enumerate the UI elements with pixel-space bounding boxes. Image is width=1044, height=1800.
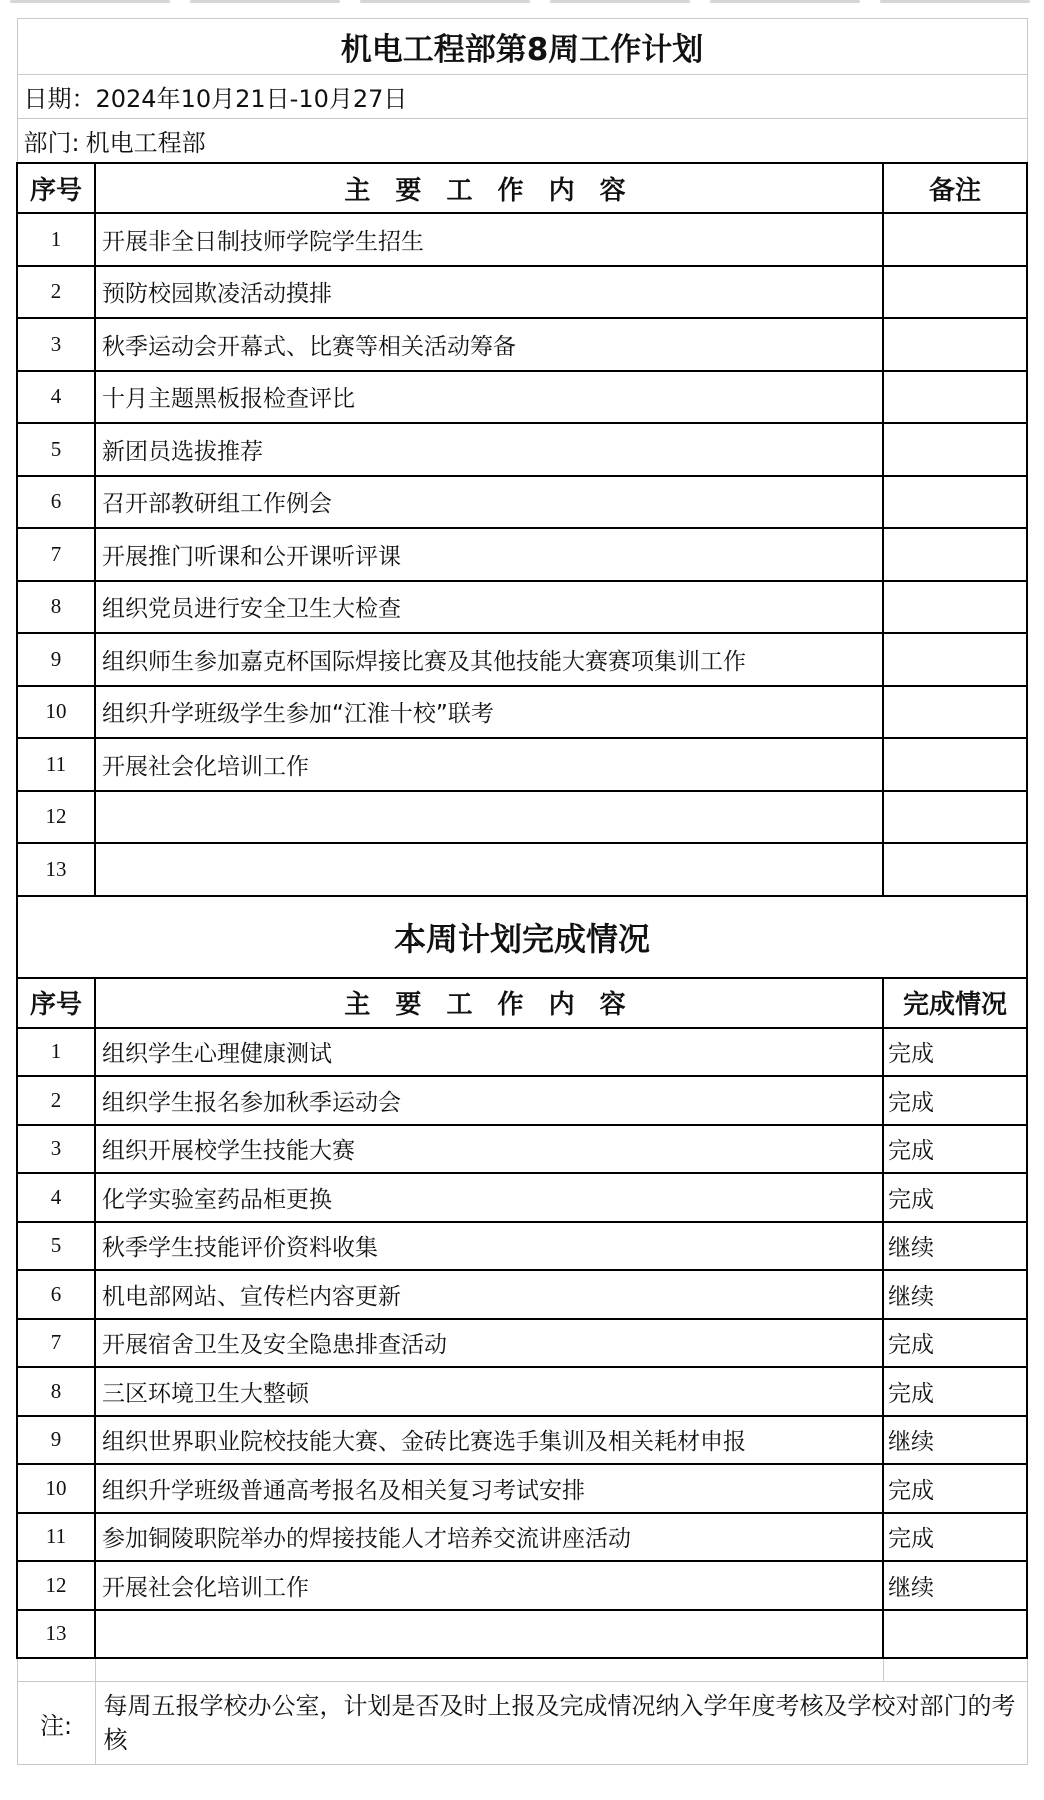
plan-row-content: 预防校园欺凌活动摸排 [95, 266, 883, 319]
plan-row-content: 召开部教研组工作例会 [95, 476, 883, 529]
plan-row-no: 3 [17, 318, 95, 371]
completion-row-content: 组织升学班级普通高考报名及相关复习考试安排 [95, 1464, 883, 1513]
plan-row-no: 12 [17, 791, 95, 844]
note-label: 注: [17, 1682, 95, 1765]
completion-row-status [883, 1610, 1027, 1659]
plan-row [17, 686, 1027, 739]
completion-row-status: 完成 [883, 1513, 1027, 1562]
plan-row-no: 9 [17, 633, 95, 686]
completion-row-status: 完成 [883, 1367, 1027, 1416]
completion-header-status: 完成情况 [883, 978, 1027, 1028]
completion-row-status: 完成 [883, 1076, 1027, 1125]
completion-row-no: 8 [17, 1367, 95, 1416]
plan-row [17, 371, 1027, 424]
plan-row [17, 476, 1027, 529]
completion-row-no: 3 [17, 1125, 95, 1174]
completion-row-content: 组织开展校学生技能大赛 [95, 1125, 883, 1174]
plan-row [17, 266, 1027, 319]
plan-row-no: 2 [17, 266, 95, 319]
completion-row-content: 秋季学生技能评价资料收集 [95, 1222, 883, 1271]
completion-row-status: 完成 [883, 1125, 1027, 1174]
plan-row-remark [883, 318, 1027, 371]
plan-row-no: 10 [17, 686, 95, 739]
plan-row-remark [883, 581, 1027, 634]
completion-row [17, 1367, 1027, 1416]
completion-row-status: 继续 [883, 1270, 1027, 1319]
completion-row-status: 继续 [883, 1222, 1027, 1271]
completion-row-content: 机电部网站、宣传栏内容更新 [95, 1270, 883, 1319]
note-text: 每周五报学校办公室，计划是否及时上报及完成情况纳入学年度考核及学校对部门的考核 [95, 1682, 1027, 1765]
plan-row [17, 633, 1027, 686]
completion-row-no: 5 [17, 1222, 95, 1271]
plan-row-content [95, 791, 883, 844]
plan-row-content: 十月主题黑板报检查评比 [95, 371, 883, 424]
plan-row-no: 6 [17, 476, 95, 529]
plan-row-remark [883, 528, 1027, 581]
plan-row-remark [883, 738, 1027, 791]
plan-header-content: 主 要 工 作 内 容 [95, 163, 883, 213]
completion-section-title: 本周计划完成情况 [17, 896, 1027, 978]
plan-row-remark [883, 633, 1027, 686]
completion-row [17, 1173, 1027, 1222]
department-value: 机电工程部 [85, 129, 206, 157]
completion-row-content: 开展社会化培训工作 [95, 1561, 883, 1610]
plan-row-no: 13 [17, 843, 95, 896]
page-title: 机电工程部第8周工作计划 [17, 19, 1027, 75]
plan-row-remark [883, 686, 1027, 739]
completion-row-content: 开展宿舍卫生及安全隐患排查活动 [95, 1319, 883, 1368]
completion-row [17, 1464, 1027, 1513]
completion-row-content: 组织学生心理健康测试 [95, 1028, 883, 1077]
completion-row [17, 1270, 1027, 1319]
completion-row-status: 继续 [883, 1561, 1027, 1610]
completion-header-no: 序号 [17, 978, 95, 1028]
completion-row [17, 1076, 1027, 1125]
plan-row-content: 开展推门听课和公开课听评课 [95, 528, 883, 581]
date-row [17, 75, 1027, 119]
plan-row-remark [883, 213, 1027, 266]
plan-row [17, 738, 1027, 791]
completion-row-status: 完成 [883, 1028, 1027, 1077]
top-edge-decoration [0, 0, 1044, 6]
completion-row-no: 11 [17, 1513, 95, 1562]
plan-row-remark [883, 266, 1027, 319]
work-plan-sheet [16, 18, 1028, 1765]
completion-row [17, 1028, 1027, 1077]
plan-header-no: 序号 [17, 163, 95, 213]
plan-row [17, 843, 1027, 896]
completion-row-status: 完成 [883, 1464, 1027, 1513]
completion-row-no: 12 [17, 1561, 95, 1610]
plan-row [17, 581, 1027, 634]
plan-row [17, 528, 1027, 581]
plan-row-content: 开展非全日制技师学院学生招生 [95, 213, 883, 266]
plan-row-remark [883, 371, 1027, 424]
completion-row [17, 1610, 1027, 1659]
completion-header-content: 主 要 工 作 内 容 [95, 978, 883, 1028]
completion-row-status: 完成 [883, 1319, 1027, 1368]
plan-row-content [95, 843, 883, 896]
plan-row-no: 7 [17, 528, 95, 581]
plan-row-remark [883, 476, 1027, 529]
plan-row-remark [883, 423, 1027, 476]
plan-row-no: 5 [17, 423, 95, 476]
plan-row-no: 1 [17, 213, 95, 266]
completion-row-status: 完成 [883, 1173, 1027, 1222]
completion-row-no: 13 [17, 1610, 95, 1659]
completion-row-content: 化学实验室药品柜更换 [95, 1173, 883, 1222]
plan-row [17, 791, 1027, 844]
completion-row-content [95, 1610, 883, 1659]
completion-row-no: 1 [17, 1028, 95, 1077]
plan-row [17, 318, 1027, 371]
completion-row [17, 1561, 1027, 1610]
completion-row-status: 继续 [883, 1416, 1027, 1465]
plan-row-no: 4 [17, 371, 95, 424]
completion-row [17, 1319, 1027, 1368]
completion-row [17, 1222, 1027, 1271]
plan-row-content: 秋季运动会开幕式、比赛等相关活动筹备 [95, 318, 883, 371]
spacer-row [17, 1658, 1027, 1682]
plan-row-no: 11 [17, 738, 95, 791]
completion-row-no: 10 [17, 1464, 95, 1513]
completion-row-content: 组织学生报名参加秋季运动会 [95, 1076, 883, 1125]
completion-row-no: 4 [17, 1173, 95, 1222]
completion-row [17, 1513, 1027, 1562]
department-row [17, 119, 1027, 164]
plan-row-content: 组织党员进行安全卫生大检查 [95, 581, 883, 634]
plan-row-remark [883, 791, 1027, 844]
completion-row-content: 三区环境卫生大整顿 [95, 1367, 883, 1416]
completion-row-no: 9 [17, 1416, 95, 1465]
plan-row [17, 213, 1027, 266]
plan-row-content: 组织师生参加嘉克杯国际焊接比赛及其他技能大赛赛项集训工作 [95, 633, 883, 686]
completion-row [17, 1416, 1027, 1465]
completion-row-content: 组织世界职业院校技能大赛、金砖比赛选手集训及相关耗材申报 [95, 1416, 883, 1465]
completion-row [17, 1125, 1027, 1174]
plan-row-content: 新团员选拔推荐 [95, 423, 883, 476]
plan-header-remark: 备注 [883, 163, 1027, 213]
completion-row-no: 7 [17, 1319, 95, 1368]
completion-row-no: 2 [17, 1076, 95, 1125]
plan-row [17, 423, 1027, 476]
completion-row-no: 6 [17, 1270, 95, 1319]
plan-row-remark [883, 843, 1027, 896]
department-label: 部门: [23, 129, 80, 157]
plan-row-content: 组织升学班级学生参加“江淮十校”联考 [95, 686, 883, 739]
plan-row-no: 8 [17, 581, 95, 634]
completion-row-content: 参加铜陵职院举办的焊接技能人才培养交流讲座活动 [95, 1513, 883, 1562]
date-label: 日期： [23, 85, 96, 113]
date-value: 2024年10月21日-10月27日 [95, 85, 408, 113]
plan-row-content: 开展社会化培训工作 [95, 738, 883, 791]
